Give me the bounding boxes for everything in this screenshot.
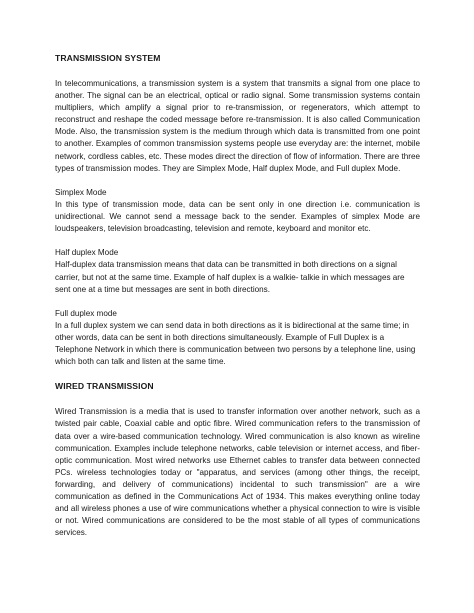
section-title-wired-transmission: WIRED TRANSMISSION (55, 381, 154, 392)
section-title-transmission-system: TRANSMISSION SYSTEM (55, 53, 161, 63)
simplex-text: In this type of transmission mode, data can be sent only in one direction i.e. communication is unidirectional. We cannot send a message back to the sender. Examples of simplex Mode are loudspeakers, television broadcasting, television and remote, keyboard and monitor etc. (55, 199, 420, 234)
wired-paragraph: Wired Transmission is a media that is used to transfer information over another network, such as a twisted pair cable, Coaxial cable and optic fibre. Wired communication refers to the transmission of data over a wire-based communication technology. Wired communication is also known as wireline communication. Examples include telephone networks, cable television or internet access, and fiber-optic communication. Most wired networks use Ethernet cables to transfer data between connected PCs. wireless technologies today or "apparatus, and services (among other things, the receipt, forwarding, and delivery of communications) incidental to such transmission" are a wire communication as defined in the Communications Act of 1934. This makes everything online today and all wireless phones a use of wire communications whether a physical connection to wire is visible or not. Wired communications are considered to be the most stable of all types of communications services. (55, 407, 420, 538)
document-page (55, 52, 420, 551)
half-duplex-label: Half duplex Mode (55, 248, 119, 258)
full-duplex-text: In a full duplex system we can send data in both directions as it is bidirectional at the same time; in other words, data can be sent in both directions simultaneously. Example of Full Duplex is a Telephone Network in which there is communication between two persons by a telephone line, using which both can talk and listen at the same time. (55, 320, 416, 367)
full-duplex-label: Full duplex mode (55, 308, 117, 318)
half-duplex-section (55, 247, 420, 295)
simplex-label: Simplex Mode (55, 187, 107, 197)
half-duplex-text: Half-duplex data transmission means that data can be transmitted in both directions on a signal carrier, but not at the same time. Example of half duplex is a walkie- talkie in which messages are sent one at a time but messages are sent in both directions. (55, 260, 405, 294)
simplex-section (55, 187, 420, 235)
intro-paragraph: In telecommunications, a transmission system is a system that transmits a signal from one place to another. The signal can be an electrical, optical or radio signal. Some transmission systems contain multipliers, which amplify a signal prior to re-transmission, or regenerators, which attempt to reconstruct and reshape the coded message before re-transmission. It is also called Communication Mode. Also, the transmission system is the medium through which data is transmitted from one point to another. Examples of common transmission systems people use everyday are: the internet, mobile network, cordless cables, etc. These modes direct the direction of flow of information. There are three types of transmission modes. They are Simplex Mode, Half duplex Mode, and Full duplex Mode. (55, 79, 420, 173)
full-duplex-section (55, 308, 420, 368)
